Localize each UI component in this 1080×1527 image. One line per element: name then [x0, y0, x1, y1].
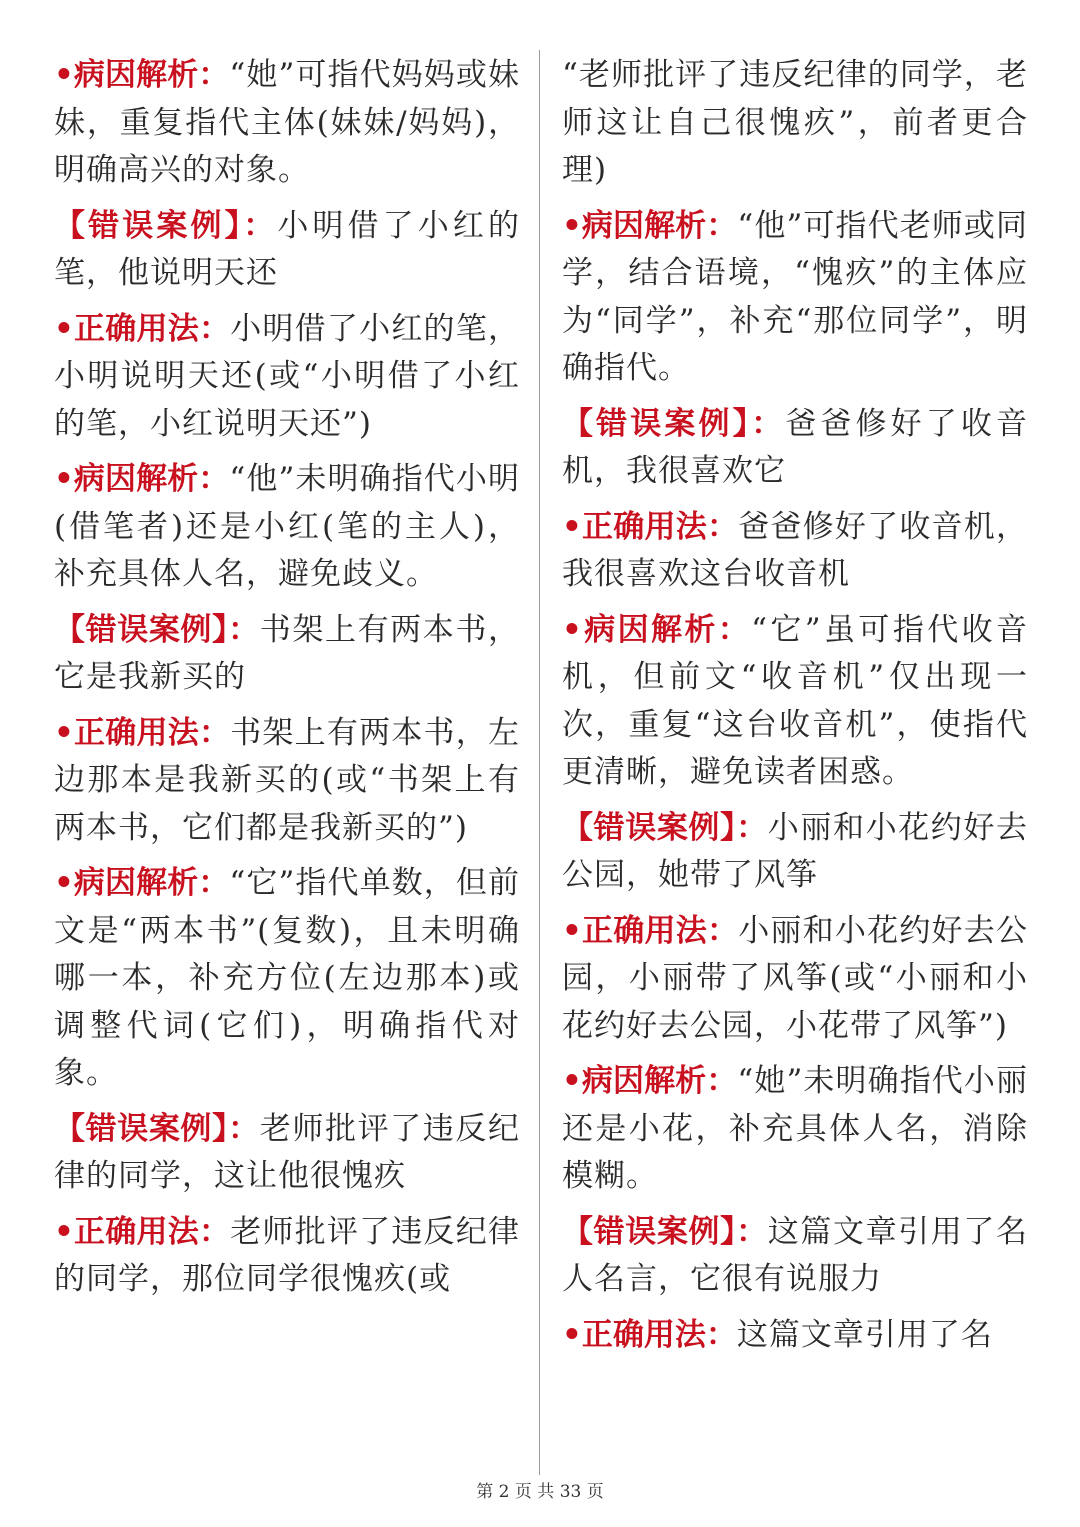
correct-label: •正确用法： — [562, 1316, 737, 1353]
analysis-label: •病因解析： — [54, 461, 230, 497]
analysis-entry — [54, 456, 520, 599]
correct-entry — [54, 306, 520, 449]
entry-text: 爸爸修好了收音机，我很喜欢它 — [562, 405, 1029, 489]
entry-text: “她”可指代妈妈或妹妹，重复指代主体(妹妹/妈妈)，明确高兴的对象。 — [54, 57, 520, 188]
entry-text: 爸爸修好了收音机，我很喜欢这台收音机 — [562, 508, 1028, 592]
entry-text: 书架上有两本书，左边那本是我新买的(或“书架上有两本书，它们都是我新买的”) — [54, 714, 520, 846]
analysis-label: •病因解析： — [562, 207, 738, 244]
analysis-label: •病因解析： — [562, 611, 752, 648]
entry-text: 书架上有两本书，它是我新买的 — [54, 611, 520, 695]
entry-text: 老师批评了违反纪律的同学，这让他很愧疚 — [54, 1110, 520, 1194]
left-column — [54, 52, 520, 1312]
entry-text: 小明借了小红的笔，小明说明天还(或“小明借了小红的笔，小红说明天还”) — [54, 310, 520, 442]
error-label: 【错误案例】： — [54, 207, 278, 244]
entry-text: “它”虽可指代收音机，但前文“收音机”仅出现一次，重复“这台收音机”，使指代更清晰，避免读者困惑。 — [562, 611, 1028, 790]
entry-text: “他”未明确指代小明(借笔者)还是小红(笔的主人)，补充具体人名，避免歧义。 — [54, 461, 520, 592]
analysis-entry — [54, 860, 520, 1098]
analysis-label: •病因解析： — [54, 57, 230, 93]
analysis-entry — [562, 203, 1028, 393]
entry-text: 小丽和小花约好去公园，小丽带了风筝(或“小丽和小花约好去公园，小花带了风筝”) — [562, 912, 1028, 1044]
error-label: 【错误案例】： — [562, 1213, 768, 1250]
continued-text — [562, 52, 1028, 195]
page-footer: 第 2 页 共 33 页 — [476, 1482, 604, 1502]
correct-label: •正确用法： — [562, 912, 739, 949]
error-entry — [562, 805, 1028, 900]
entry-text: 这篇文章引用了名人名言，它很有说服力 — [562, 1213, 1028, 1297]
error-label: 【错误案例】： — [562, 405, 786, 442]
error-entry — [54, 607, 520, 702]
column-divider — [539, 50, 540, 1475]
correct-entry — [54, 1209, 520, 1304]
correct-label: •正确用法： — [54, 1213, 231, 1250]
correct-label: •正确用法： — [54, 714, 231, 751]
entry-text: “他”可指代老师或同学，结合语境，“愧疚”的主体应为“同学”，补充“那位同学”，明确指代。 — [562, 207, 1028, 386]
right-column — [562, 52, 1028, 1367]
error-entry — [54, 203, 520, 298]
analysis-entry — [562, 607, 1028, 797]
error-entry — [562, 401, 1028, 496]
entry-text: 这篇文章引用了名 — [736, 1316, 993, 1353]
analysis-label: •病因解析： — [562, 1063, 738, 1099]
entry-text: 小丽和小花约好去公园，她带了风筝 — [562, 809, 1028, 893]
error-label: 【错误案例】： — [562, 809, 768, 846]
correct-entry — [562, 908, 1028, 1051]
correct-label: •正确用法： — [54, 310, 231, 347]
entry-text: “它”指代单数，但前文是“两本书”(复数)，且未明确哪一本，补充方位(左边那本)或调整代词(它们)，明确指代对象。 — [54, 865, 520, 1091]
error-entry — [562, 1209, 1028, 1304]
error-label: 【错误案例】： — [54, 611, 260, 648]
correct-label: •正确用法： — [562, 508, 739, 545]
analysis-entry — [54, 52, 520, 195]
correct-entry — [54, 710, 520, 853]
correct-entry — [562, 504, 1028, 599]
entry-text: “老师批评了违反纪律的同学，老师这让自己很愧疚”，前者更合理) — [562, 57, 1028, 188]
entry-text: “她”未明确指代小丽还是小花，补充具体人名，消除模糊。 — [562, 1063, 1028, 1194]
analysis-label: •病因解析： — [54, 865, 230, 901]
error-label: 【错误案例】： — [54, 1110, 260, 1147]
entry-text: 小明借了小红的笔，他说明天还 — [54, 207, 521, 291]
entry-text: 老师批评了违反纪律的同学，那位同学很愧疚(或 — [54, 1213, 520, 1297]
correct-entry — [562, 1312, 1028, 1360]
analysis-entry — [562, 1058, 1028, 1201]
error-entry — [54, 1106, 520, 1201]
